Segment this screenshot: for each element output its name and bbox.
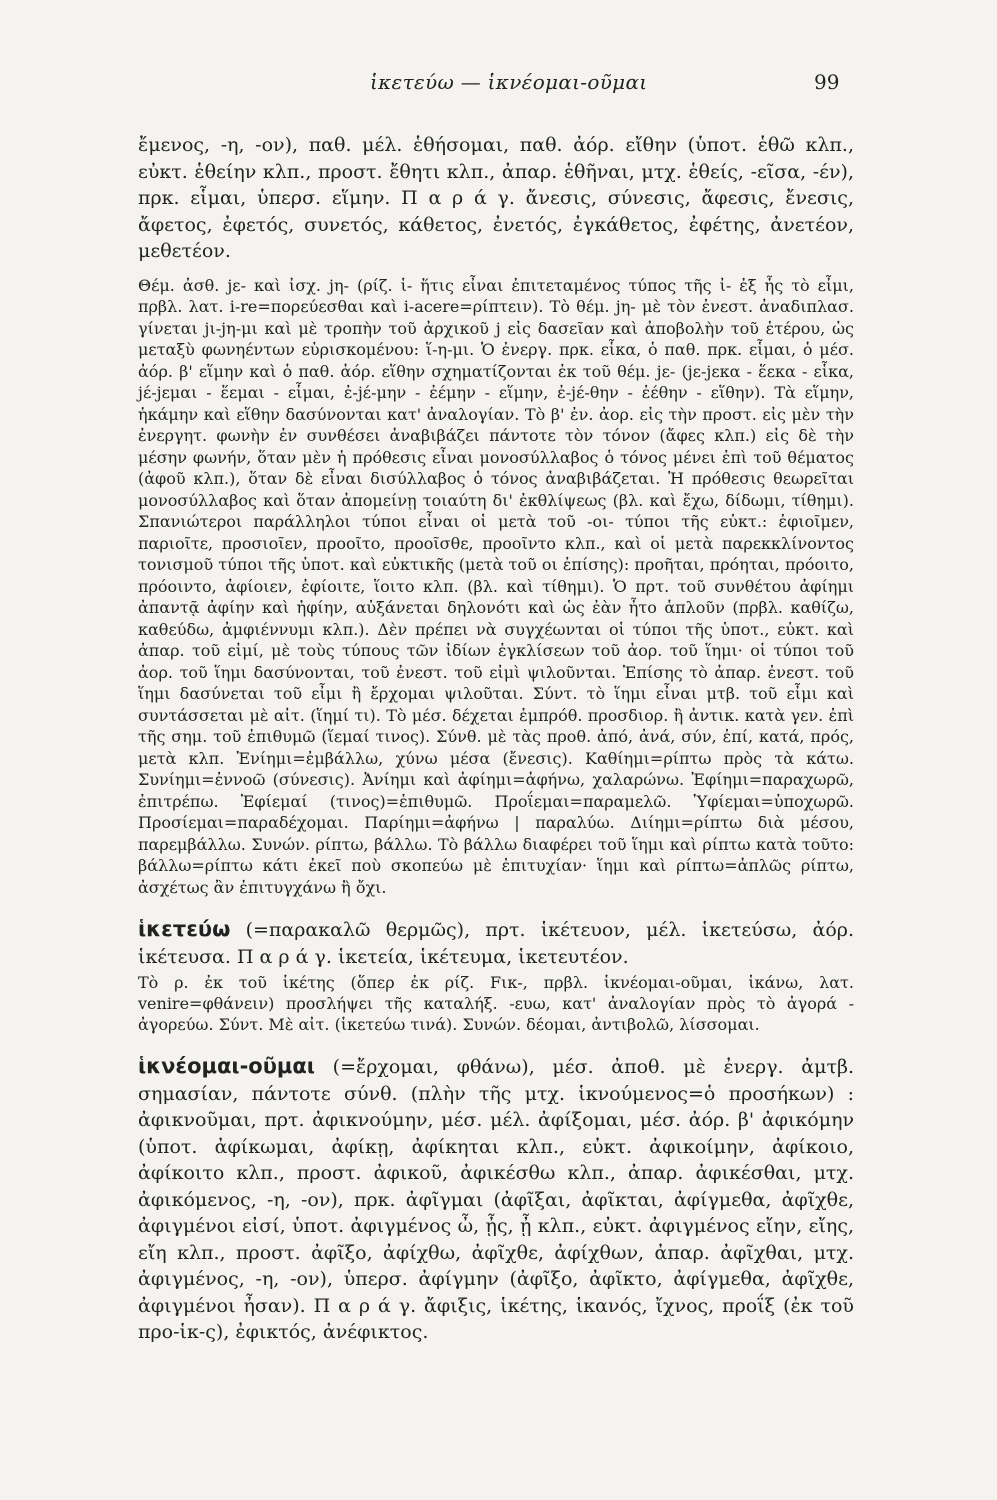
entry-definition: (=ἔρχομαι, φθάνω), μέσ. ἀποθ. μὲ ἐνεργ. ἀμτβ. σημασίαν, πάντοτε σύνθ. (πλὴν τῆς μτχ. ἱκνούμενος=ὁ προσήκων) : ἀφικνοῦμαι, πρτ. ἀφικνούμην, μέσ. μέλ. ἀφίξομαι, μέσ. ἀόρ. β' ἀφικόμην (ὑποτ. ἀφίκωμαι, ἀφίκῃ, ἀφίκηται κλπ., εὐκτ. ἀφικοίμην, ἀφίκοιο, ἀφίκοιτο κλπ., προστ. ἀφικοῦ, ἀφικέσθω κλπ., ἀπαρ. ἀφικέσθαι, μτχ. ἀφικόμενος, -η, -ον), πρκ. ἀφῖγμαι (ἀφῖξαι, ἀφῖκται, ἀφίγμεθα, ἀφῖχθε, ἀφιγμένοι εἰσί, ὑποτ. ἀφιγμένος ὦ, ᾖς, ᾖ κλπ., εὐκτ. ἀφιγμένος εἴην, εἴης, εἴη κλπ., προστ. ἀφῖξο, ἀφίχθω, ἀφῖχθε, ἀφίχθων, ἀπαρ. ἀφῖχθαι, μτχ. ἀφιγμένος, -η, -ον), ὑπερσ. ἀφίγμην (ἀφῖξο, ἀφῖκτο, ἀφίγμεθα, ἀφῖχθε, ἀφιγμένοι ἦσαν). Π α ρ ά γ. ἄφιξις, ἱκέτης, ἱκανός, ἴχνος, προΐξ (ἐκ τοῦ προ-ἱκ-ς), ἐφικτός, ἀνέφικτος.	[138, 1056, 854, 1343]
page-body	[138, 132, 854, 1346]
continued-entry-paragraph: ἔμενος, -η, -ον), παθ. μέλ. ἑθήσομαι, παθ. ἀόρ. εἴθην (ὑποτ. ἑθῶ κλπ., εὐκτ. ἑθείην κλπ., προστ. ἔθητι κλπ., ἀπαρ. ἑθῆναι, μτχ. ἑθείς, -εῖσα, -έν), πρκ. εἷμαι, ὑπερσ. εἵμην. Π α ρ ά γ. ἄνεσις, σύνεσις, ἄφεσις, ἔνεσις, ἄφετος, ἐφετός, συνετός, κάθετος, ἐνετός, ἐγκάθετος, ἐφέτης, ἀνετέον, μεθετέον.	[138, 134, 854, 262]
page-number: 99	[814, 70, 840, 94]
entry-note: Τὸ ρ. ἐκ τοῦ ἱκέτης (ὅπερ ἐκ ρίζ. Fικ-, πρβλ. ἱκνέομαι-οῦμαι, ἱκάνω, λατ. venire=φθάνειν) προσλήψει τῆς καταλήξ. -ευω, κατ' ἀναλογίαν πρὸς τὸ ἀγορά - ἀγορεύω. Σύντ. Μὲ αἰτ. (ἱκετεύω τινά). Συνών. δέομαι, ἀντιβολῶ, λίσσομαι.	[138, 973, 854, 1034]
dictionary-entry-ikneomai	[138, 1053, 854, 1346]
etymology-note-paragraph: Θέμ. ἀσθ. jε- καὶ ἰσχ. jη- (ρίζ. ἱ- ἥτις εἶναι ἐπιτεταμένος τύπος τῆς ἰ- ἐξ ἧς τὸ εἶμι, πρβλ. λατ. i-re=πορεύεσθαι καὶ i-acere=ρίπτειν). Τὸ θέμ. jη- μὲ τὸν ἐνεστ. ἀναδιπλασ. γίνεται jι-jη-μι καὶ μὲ τροπὴν τοῦ ἀρχικοῦ j εἰς δασεῖαν καὶ ἀποβολὴν τοῦ ἑτέρου, ὡς μεταξὺ φωνηέντων εὑρισκομένου: ἵ-η-μι. Ὁ ἐνεργ. πρκ. εἷκα, ὁ παθ. πρκ. εἷμαι, ὁ μέσ. ἀόρ. β' εἵμην καὶ ὁ παθ. ἀόρ. εἵθην σχηματίζονται ἐκ τοῦ θέμ. jε- (jε-jεκα - ἕεκα - εἷκα, jέ-jεμαι - ἕεμαι - εἷμαι, ἐ-jέ-μην - ἐέμην - εἵμην, ἐ-jέ-θην - ἐέθην - εἵθην). Τὰ εἵμην, ἡκάμην καὶ εἵθην δασύνονται κατ' ἀναλογίαν. Τὸ β' ἐν. ἀορ. εἰς τὴν προστ. εἰς μὲν τὴν ἐνεργητ. φωνὴν ἐν συνθέσει ἀναβιβάζει πάντοτε τὸν τόνον (ἄφες κλπ.) εἰς δὲ τὴν μέσην φωνήν, ὅταν μὲν ἡ πρόθεσις εἶναι μονοσύλλαβος ὁ τόνος μένει ἐπὶ τοῦ θέματος (ἀφοῦ κλπ.), ὅταν δὲ εἶναι δισύλλαβος ὁ τόνος ἀναβιβάζεται. Ἡ πρόθεσις θεωρεῖται μονοσύλλαβος καὶ ὅταν ἀπομείνῃ τοιαύτη δι' ἐκθλίψεως (βλ. καὶ ἔχω, δίδωμι, τίθημι). Σπανιώτεροι παράλληλοι τύποι εἶναι οἱ μετὰ τοῦ -οι- τύποι τῆς εὐκτ.: ἐφιοῖμεν, παριοῖτε, προσιοῖεν, προοῖτο, προοῖσθε, προοῖντο κλπ., καὶ οἱ μετὰ παρεκκλίνοντος τονισμοῦ τύποι τῆς ὑποτ. καὶ εὐκτικῆς (μετὰ τοῦ οι ἐπίσης): προῆται, πρόηται, πρόοιτο, πρόοιντο, ἀφίοιεν, ἐφίοιτε, ἵοιτο κλπ. (βλ. καὶ τίθημι). Ὁ πρτ. τοῦ συνθέτου ἀφίημι ἀπαντᾷ ἀφίην καὶ ἠφίην, αὐξάνεται δηλονότι καὶ ὡς ἐὰν ἦτο ἁπλοῦν (πρβλ. καθίζω, καθεύδω, ἀμφιέννυμι κλπ.). Δὲν πρέπει νὰ συγχέωνται οἱ τύποι τῆς ὑποτ., εὐκτ. καὶ ἀπαρ. τοῦ εἰμί, μὲ τοὺς τύπους τῶν ἰδίων ἐγκλίσεων τοῦ ἀορ. τοῦ ἵημι· οἱ τύποι τοῦ ἀορ. τοῦ ἵημι δασύνονται, τοῦ ἐνεστ. τοῦ εἰμὶ ψιλοῦνται. Ἐπίσης τὸ ἀπαρ. ἐνεστ. τοῦ ἵημι δασύνεται τοῦ εἶμι ἢ ἔρχομαι ψιλοῦται. Σύντ. τὸ ἵημι εἶναι μτβ. τοῦ εἶμι καὶ συντάσσεται μὲ αἰτ. (ἵημί τι). Τὸ μέσ. δέχεται ἐμπρόθ. προσδιορ. ἢ ἀντικ. κατὰ γεν. ἐπὶ τῆς σημ. τοῦ ἐπιθυμῶ (ἵεμαί τινος). Σύνθ. μὲ τὰς προθ. ἀπό, ἀνά, σύν, ἐπί, κατά, πρός, μετὰ κλπ. Ἐνίημι=ἐμβάλλω, χύνω μέσα (ἔνεσις). Καθίημι=ρίπτω πρὸς τὰ κάτω. Συνίημι=ἐννοῶ (σύνεσις). Ἀνίημι καὶ ἀφίημι=ἀφήνω, χαλαρώνω. Ἐφίημι=παραχωρῶ, ἐπιτρέπω. Ἐφίεμαί (τινος)=ἐπιθυμῶ. Προΐεμαι=παραμελῶ. Ὑφίεμαι=ὑποχωρῶ. Προσίεμαι=παραδέχομαι. Παρίημι=ἀφήνω | παραλύω. Διίημι=ρίπτω διὰ μέσου, παρεμβάλλω. Συνών. ρίπτω, βάλλω. Τὸ βάλλω διαφέρει τοῦ ἵημι καὶ ρίπτω κατὰ τοῦτο: βάλλω=ρίπτω κάτι ἐκεῖ ποὺ σκοπεύω μὲ ἐπιτυχίαν· ἵημι καὶ ρίπτω=ἁπλῶς ρίπτω, ἀσχέτως ἂν ἐπιτυγχάνω ἢ ὄχι.	[138, 275, 854, 897]
entry-headword: ἱκετεύω	[138, 917, 231, 941]
page-header	[0, 70, 997, 102]
dictionary-entry-iketeuo	[138, 916, 854, 970]
entry-headword: ἱκνέομαι-οῦμαι	[138, 1054, 315, 1078]
entry-definition: (=παρακαλῶ θερμῶς), πρτ. ἱκέτευον, μέλ. ἱκετεύσω, ἀόρ. ἱκέτευσα. Π α ρ ά γ. ἱκετεία, ἱκέτευμα, ἱκετευτέον.	[138, 919, 854, 968]
running-title: ἱκετεύω — ἱκνέομαι-οῦμαι	[370, 70, 648, 94]
